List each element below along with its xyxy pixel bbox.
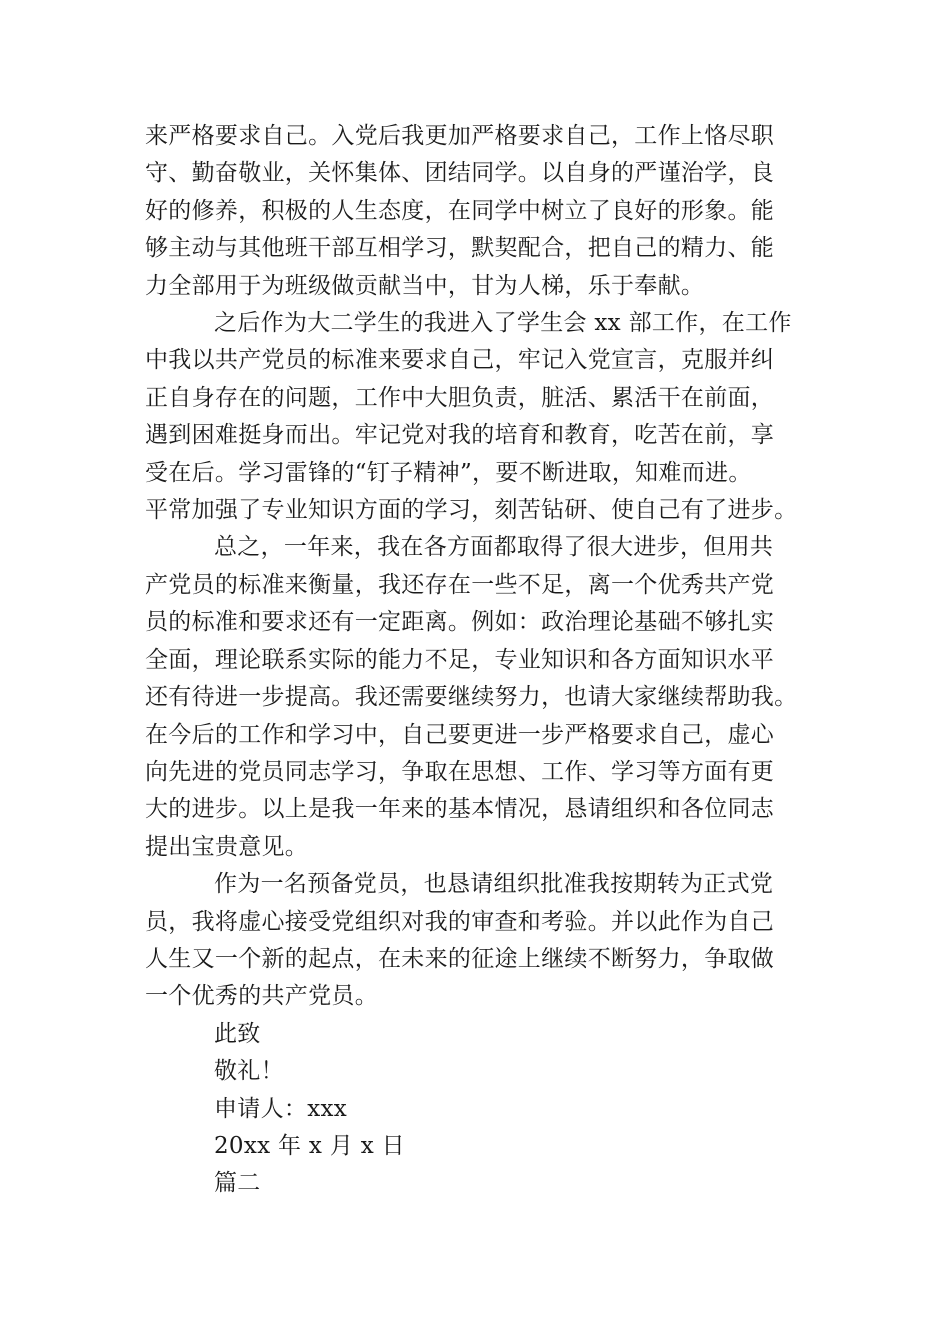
respect-line: 敬礼！ <box>214 1058 284 1085</box>
paragraph-4 <box>145 866 810 1016</box>
text-line: 中我以共产党员的标准来要求自己，牢记入党宣言，克服并纠 <box>145 347 775 374</box>
text-line: 遇到困难挺身而出。牢记党对我的培育和教育，吃苦在前，享 <box>145 422 775 449</box>
section-heading: 篇二 <box>214 1170 261 1197</box>
text-line: 正自身存在的问题，工作中大胆负责，脏活、累活干在前面， <box>145 384 775 411</box>
paragraph-2 <box>145 305 810 529</box>
text-line: 员的标准和要求还有一定距离。例如：政治理论基础不够扎实 <box>145 609 775 636</box>
text-line: 够主动与其他班干部互相学习，默契配合，把自己的精力、能 <box>145 235 775 262</box>
paragraph-3 <box>145 529 810 866</box>
text-line: 守、勤奋敬业，关怀集体、团结同学。以自身的严谨治学，良 <box>145 160 775 187</box>
text-line: 在今后的工作和学习中，自己要更进一步严格要求自己，虚心 <box>145 721 775 748</box>
text-line: 受在后。学习雷锋的“钉子精神”，要不断进取，知难而进。 <box>145 459 752 486</box>
text-line: 好的修养，积极的人生态度，在同学中树立了良好的形象。能 <box>145 197 775 224</box>
text-line: 全面，理论联系实际的能力不足，专业知识和各方面知识水平 <box>145 646 775 673</box>
text-line: 提出宝贵意见。 <box>145 833 309 860</box>
closing-block <box>145 1016 810 1203</box>
text-line: 向先进的党员同志学习，争取在思想、工作、学习等方面有更 <box>145 758 775 785</box>
text-line: 总之，一年来，我在各方面都取得了很大进步，但用共 <box>214 534 774 561</box>
text-line: 产党员的标准来衡量，我还存在一些不足，离一个优秀共产党 <box>145 571 775 598</box>
paragraph-1 <box>145 118 810 305</box>
text-line: 来严格要求自己。入党后我更加严格要求自己，工作上恪尽职 <box>145 123 775 149</box>
text-line: 一个优秀的共产党员。 <box>145 983 378 1010</box>
text-line: 人生又一个新的起点，在未来的征途上继续不断努力，争取做 <box>145 945 775 972</box>
text-line: 员，我将虚心接受党组织对我的审查和考验。并以此作为自己 <box>145 908 775 935</box>
text-line: 平常加强了专业知识方面的学习，刻苦钻研、使自己有了进步。 <box>145 497 798 524</box>
applicant-signature: 申请人：xxx <box>214 1095 348 1122</box>
text-line: 力全部用于为班级做贡献当中，甘为人梯，乐于奉献。 <box>145 272 705 299</box>
text-line: 大的进步。以上是我一年来的基本情况，恳请组织和各位同志 <box>145 796 775 823</box>
document-body <box>145 118 810 1203</box>
text-line: 之后作为大二学生的我进入了学生会 xx 部工作，在工作 <box>214 310 792 337</box>
salutation: 此致 <box>214 1020 261 1047</box>
text-line: 还有待进一步提高。我还需要继续努力，也请大家继续帮助我。 <box>145 684 798 711</box>
text-line: 作为一名预备党员，也恳请组织批准我按期转为正式党 <box>214 871 774 898</box>
date-line: 20xx 年 x 月 x 日 <box>214 1132 405 1159</box>
